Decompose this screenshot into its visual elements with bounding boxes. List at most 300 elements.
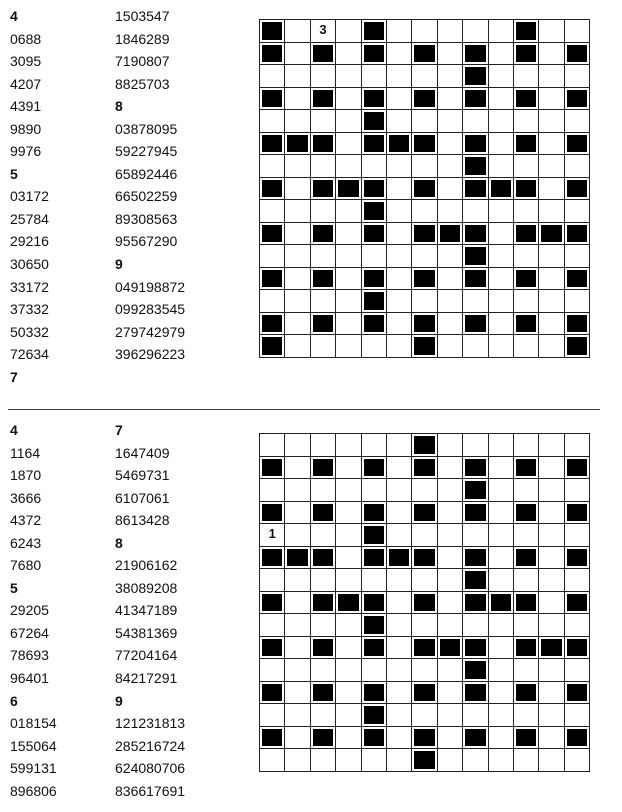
grid-cell[interactable] (438, 268, 463, 291)
black-cell (463, 268, 488, 291)
grid-cell[interactable] (285, 20, 310, 43)
grid-cell[interactable] (412, 290, 437, 313)
clue-entry: 4391 (10, 98, 42, 115)
grid-cell[interactable] (463, 749, 488, 772)
grid-cell[interactable] (362, 479, 387, 502)
grid-cell[interactable] (336, 704, 361, 727)
grid-cell[interactable] (565, 65, 590, 88)
grid-cell[interactable] (285, 682, 310, 705)
crossword-grid (259, 19, 590, 358)
grid-cell[interactable] (387, 313, 412, 336)
black-cell (311, 88, 336, 111)
black-cell (514, 88, 539, 111)
grid-cell[interactable] (463, 20, 488, 43)
grid-cell[interactable] (285, 43, 310, 66)
grid-cell[interactable] (438, 727, 463, 750)
grid-cell[interactable] (438, 704, 463, 727)
grid-cell[interactable] (336, 155, 361, 178)
grid-cell[interactable] (539, 88, 564, 111)
grid-cell[interactable] (539, 20, 564, 43)
grid-cell[interactable] (489, 65, 514, 88)
grid-cell[interactable] (489, 659, 514, 682)
grid-cell[interactable] (362, 335, 387, 358)
grid-cell[interactable] (387, 43, 412, 66)
grid-cell[interactable] (260, 524, 285, 547)
black-cell (260, 268, 285, 291)
grid-cell[interactable] (438, 457, 463, 480)
grid-cell[interactable] (412, 614, 437, 637)
black-cell (565, 682, 590, 705)
grid-cell[interactable] (311, 155, 336, 178)
grid-cell[interactable] (438, 200, 463, 223)
grid-cell[interactable] (489, 290, 514, 313)
grid-cell[interactable] (336, 727, 361, 750)
grid-cell[interactable] (489, 434, 514, 457)
grid-cell[interactable] (514, 290, 539, 313)
grid-cell[interactable] (285, 313, 310, 336)
grid-cell[interactable] (565, 704, 590, 727)
grid-cell[interactable] (285, 727, 310, 750)
grid-cell[interactable] (565, 614, 590, 637)
grid-cell[interactable] (412, 65, 437, 88)
grid-cell[interactable] (489, 457, 514, 480)
grid-cell[interactable] (438, 110, 463, 133)
grid-cell[interactable] (336, 637, 361, 660)
grid-cell[interactable] (489, 704, 514, 727)
grid-cell[interactable] (438, 65, 463, 88)
grid-cell[interactable] (285, 268, 310, 291)
grid-cell[interactable] (463, 200, 488, 223)
grid-cell[interactable] (438, 335, 463, 358)
grid-cell[interactable] (463, 110, 488, 133)
grid-cell[interactable] (336, 479, 361, 502)
clue-entry: 9890 (10, 120, 42, 137)
grid-cell[interactable] (285, 569, 310, 592)
grid-cell[interactable] (336, 88, 361, 111)
grid-cell[interactable] (387, 434, 412, 457)
grid-cell[interactable] (387, 457, 412, 480)
clue-length-heading: 4 (10, 8, 18, 24)
grid-cell[interactable] (260, 704, 285, 727)
grid-cell[interactable] (336, 313, 361, 336)
grid-cell[interactable] (438, 682, 463, 705)
grid-cell[interactable] (565, 155, 590, 178)
grid-cell[interactable] (387, 727, 412, 750)
grid-cell[interactable] (463, 290, 488, 313)
grid-cell[interactable] (336, 223, 361, 246)
grid-cell[interactable] (565, 20, 590, 43)
grid-cell[interactable] (489, 614, 514, 637)
grid-cell[interactable] (565, 659, 590, 682)
grid-cell[interactable] (463, 434, 488, 457)
grid-cell[interactable] (260, 110, 285, 133)
grid-cell[interactable] (539, 569, 564, 592)
grid-cell[interactable] (285, 155, 310, 178)
grid-cell[interactable] (311, 614, 336, 637)
grid-cell[interactable] (489, 88, 514, 111)
grid-cell[interactable] (387, 659, 412, 682)
grid-cell[interactable] (514, 659, 539, 682)
clue-length-heading: 7 (115, 422, 123, 438)
grid-cell[interactable] (489, 524, 514, 547)
black-cell (412, 727, 437, 750)
grid-cell[interactable] (489, 335, 514, 358)
grid-cell[interactable] (336, 110, 361, 133)
grid-cell[interactable] (260, 200, 285, 223)
grid-cell[interactable] (539, 434, 564, 457)
grid-cell[interactable] (285, 223, 310, 246)
black-cell (260, 335, 285, 358)
grid-cell[interactable] (387, 335, 412, 358)
grid-cell[interactable] (387, 524, 412, 547)
grid-cell[interactable] (539, 682, 564, 705)
grid-cell[interactable] (412, 524, 437, 547)
grid-cell[interactable] (285, 178, 310, 201)
black-cell (412, 313, 437, 336)
clue-entry: 1846289 (115, 30, 170, 47)
grid-cell[interactable] (387, 20, 412, 43)
grid-cell[interactable] (285, 245, 310, 268)
grid-cell[interactable] (438, 313, 463, 336)
black-cell (463, 313, 488, 336)
grid-cell[interactable] (539, 43, 564, 66)
grid-cell[interactable] (387, 268, 412, 291)
black-cell (565, 547, 590, 570)
grid-cell[interactable] (285, 614, 310, 637)
grid-cell[interactable] (387, 682, 412, 705)
grid-cell[interactable] (539, 245, 564, 268)
grid-cell[interactable] (336, 290, 361, 313)
grid-cell[interactable] (539, 313, 564, 336)
grid-cell[interactable] (514, 65, 539, 88)
grid-cell[interactable] (438, 20, 463, 43)
grid-cell[interactable] (285, 637, 310, 660)
grid-cell[interactable] (260, 749, 285, 772)
grid-cell[interactable] (336, 502, 361, 525)
grid-cell[interactable] (387, 569, 412, 592)
grid-cell[interactable] (463, 335, 488, 358)
grid-cell[interactable] (336, 547, 361, 570)
grid-cell[interactable] (260, 245, 285, 268)
grid-cell[interactable] (539, 290, 564, 313)
grid-cell[interactable] (438, 88, 463, 111)
grid-cell[interactable] (285, 524, 310, 547)
grid-cell[interactable] (438, 43, 463, 66)
grid-cell[interactable] (336, 335, 361, 358)
grid-cell[interactable] (387, 592, 412, 615)
grid-cell[interactable] (438, 133, 463, 156)
black-cell (362, 268, 387, 291)
grid-cell[interactable] (387, 637, 412, 660)
clue-list-left (10, 419, 57, 802)
grid-cell[interactable] (565, 479, 590, 502)
grid-cell[interactable] (336, 659, 361, 682)
grid-cell[interactable] (438, 569, 463, 592)
grid-cell[interactable] (311, 65, 336, 88)
grid-cell[interactable] (438, 614, 463, 637)
grid-cell[interactable] (489, 268, 514, 291)
grid-cell[interactable] (412, 569, 437, 592)
grid-cell[interactable] (514, 479, 539, 502)
grid-cell[interactable] (336, 133, 361, 156)
black-cell (565, 43, 590, 66)
grid-cell[interactable] (285, 110, 310, 133)
grid-cell[interactable] (565, 290, 590, 313)
clue-entry: 279742979 (115, 323, 186, 340)
grid-cell[interactable] (565, 569, 590, 592)
grid-cell[interactable] (539, 749, 564, 772)
grid-cell[interactable] (565, 110, 590, 133)
clue-entry: 96401 (10, 670, 49, 687)
grid-cell[interactable] (539, 110, 564, 133)
grid-cell[interactable] (412, 704, 437, 727)
grid-cell[interactable] (539, 178, 564, 201)
grid-cell[interactable] (539, 524, 564, 547)
grid-cell[interactable] (387, 223, 412, 246)
grid-cell[interactable] (285, 457, 310, 480)
clue-entry: 72634 (10, 346, 49, 363)
grid-cell[interactable] (285, 88, 310, 111)
grid-cell[interactable] (539, 502, 564, 525)
black-cell (463, 245, 488, 268)
grid-cell[interactable] (285, 749, 310, 772)
grid-cell[interactable] (311, 434, 336, 457)
grid-cell[interactable] (260, 155, 285, 178)
grid-cell[interactable] (489, 727, 514, 750)
grid-cell[interactable] (311, 749, 336, 772)
grid-cell[interactable] (539, 335, 564, 358)
grid-cell[interactable] (539, 457, 564, 480)
grid-cell[interactable] (311, 110, 336, 133)
grid-cell[interactable] (514, 245, 539, 268)
clue-entry: 67264 (10, 624, 49, 641)
grid-cell[interactable] (412, 155, 437, 178)
grid-cell[interactable] (336, 20, 361, 43)
grid-cell[interactable] (311, 704, 336, 727)
grid-cell[interactable] (539, 133, 564, 156)
grid-cell[interactable] (336, 682, 361, 705)
grid-cell[interactable] (260, 614, 285, 637)
grid-cell[interactable] (311, 524, 336, 547)
grid-cell[interactable] (336, 43, 361, 66)
grid-cell[interactable] (438, 434, 463, 457)
grid-cell[interactable] (387, 245, 412, 268)
grid-cell[interactable] (311, 290, 336, 313)
grid-cell[interactable] (285, 335, 310, 358)
grid-cell[interactable] (565, 200, 590, 223)
grid-cell[interactable] (489, 155, 514, 178)
grid-cell[interactable] (489, 200, 514, 223)
grid-cell[interactable] (489, 110, 514, 133)
grid-cell[interactable] (387, 65, 412, 88)
grid-cell[interactable] (438, 245, 463, 268)
grid-cell[interactable] (514, 524, 539, 547)
grid-cell[interactable] (387, 290, 412, 313)
grid-cell[interactable] (387, 178, 412, 201)
black-cell (463, 43, 488, 66)
grid-cell[interactable] (285, 502, 310, 525)
grid-cell[interactable] (387, 502, 412, 525)
grid-cell[interactable] (285, 704, 310, 727)
grid-cell[interactable] (285, 65, 310, 88)
grid-cell[interactable] (489, 502, 514, 525)
grid-cell[interactable] (412, 110, 437, 133)
grid-cell[interactable] (438, 178, 463, 201)
grid-cell[interactable] (336, 524, 361, 547)
grid-cell[interactable] (260, 479, 285, 502)
grid-cell[interactable] (438, 524, 463, 547)
grid-cell[interactable] (412, 20, 437, 43)
grid-cell[interactable] (438, 290, 463, 313)
grid-cell[interactable] (336, 268, 361, 291)
grid-cell[interactable] (565, 749, 590, 772)
grid-cell[interactable] (336, 457, 361, 480)
black-cell (463, 479, 488, 502)
grid-cell[interactable] (514, 434, 539, 457)
grid-cell[interactable] (514, 335, 539, 358)
grid-cell[interactable] (438, 592, 463, 615)
grid-cell[interactable] (514, 200, 539, 223)
grid-cell[interactable] (463, 524, 488, 547)
grid-cell[interactable] (489, 133, 514, 156)
grid-cell[interactable] (336, 749, 361, 772)
grid-cell[interactable] (387, 155, 412, 178)
grid-cell[interactable] (489, 637, 514, 660)
grid-cell[interactable] (438, 547, 463, 570)
black-cell (463, 223, 488, 246)
grid-cell[interactable] (539, 592, 564, 615)
grid-cell[interactable] (311, 20, 336, 43)
grid-cell[interactable] (489, 313, 514, 336)
grid-cell[interactable] (565, 524, 590, 547)
grid-cell[interactable] (565, 434, 590, 457)
grid-cell[interactable] (260, 434, 285, 457)
grid-cell[interactable] (539, 155, 564, 178)
black-cell (260, 592, 285, 615)
grid-cell[interactable] (311, 200, 336, 223)
grid-cell[interactable] (336, 614, 361, 637)
grid-cell[interactable] (489, 43, 514, 66)
grid-cell[interactable] (387, 110, 412, 133)
grid-cell[interactable] (489, 245, 514, 268)
grid-cell[interactable] (336, 65, 361, 88)
grid-cell[interactable] (285, 434, 310, 457)
grid-cell[interactable] (514, 749, 539, 772)
grid-cell[interactable] (565, 245, 590, 268)
grid-cell[interactable] (539, 268, 564, 291)
grid-cell[interactable] (362, 434, 387, 457)
grid-cell[interactable] (514, 155, 539, 178)
black-cell (565, 313, 590, 336)
grid-cell[interactable] (387, 88, 412, 111)
clue-length-heading: 4 (10, 422, 18, 438)
grid-cell[interactable] (539, 659, 564, 682)
grid-cell[interactable] (362, 569, 387, 592)
grid-cell[interactable] (387, 704, 412, 727)
grid-cell[interactable] (514, 704, 539, 727)
grid-cell[interactable] (539, 704, 564, 727)
clue-list-right (115, 419, 185, 802)
grid-cell[interactable] (311, 569, 336, 592)
grid-cell[interactable] (438, 749, 463, 772)
black-cell (412, 223, 437, 246)
clue-entry: 41347189 (115, 602, 178, 619)
grid-cell[interactable] (489, 749, 514, 772)
grid-cell[interactable] (489, 479, 514, 502)
black-cell (362, 178, 387, 201)
grid-cell[interactable] (489, 20, 514, 43)
black-cell (260, 223, 285, 246)
grid-cell[interactable] (539, 614, 564, 637)
grid-cell[interactable] (438, 155, 463, 178)
grid-cell[interactable] (311, 659, 336, 682)
grid-cell[interactable] (387, 614, 412, 637)
grid-cell[interactable] (489, 569, 514, 592)
black-cell (260, 727, 285, 750)
grid-cell[interactable] (285, 592, 310, 615)
grid-cell[interactable] (362, 659, 387, 682)
grid-cell[interactable] (311, 335, 336, 358)
grid-cell[interactable] (311, 479, 336, 502)
grid-cell[interactable] (362, 65, 387, 88)
grid-cell[interactable] (362, 245, 387, 268)
grid-cell[interactable] (387, 200, 412, 223)
grid-cell[interactable] (463, 704, 488, 727)
grid-cell[interactable] (412, 245, 437, 268)
clue-entry: 29205 (10, 602, 49, 619)
grid-cell[interactable] (412, 659, 437, 682)
grid-cell[interactable] (336, 245, 361, 268)
grid-cell[interactable] (438, 479, 463, 502)
grid-cell[interactable] (489, 223, 514, 246)
grid-cell[interactable] (362, 155, 387, 178)
grid-cell[interactable] (489, 547, 514, 570)
grid-cell[interactable] (489, 682, 514, 705)
grid-cell[interactable] (539, 65, 564, 88)
grid-cell[interactable] (260, 65, 285, 88)
grid-cell[interactable] (412, 479, 437, 502)
grid-cell[interactable] (539, 547, 564, 570)
grid-cell[interactable] (463, 614, 488, 637)
grid-cell[interactable] (336, 200, 361, 223)
grid-cell[interactable] (285, 290, 310, 313)
grid-cell[interactable] (387, 749, 412, 772)
black-cell (311, 682, 336, 705)
grid-cell[interactable] (438, 502, 463, 525)
grid-cell[interactable] (285, 479, 310, 502)
grid-cell[interactable] (260, 569, 285, 592)
grid-cell[interactable] (539, 200, 564, 223)
grid-cell[interactable] (260, 659, 285, 682)
black-cell (362, 704, 387, 727)
black-cell (412, 749, 437, 772)
grid-cell[interactable] (336, 434, 361, 457)
grid-cell[interactable] (336, 569, 361, 592)
grid-cell[interactable] (514, 110, 539, 133)
grid-cell[interactable] (362, 749, 387, 772)
grid-cell[interactable] (311, 245, 336, 268)
grid-cell[interactable] (412, 200, 437, 223)
grid-cell[interactable] (285, 659, 310, 682)
grid-cell[interactable] (514, 614, 539, 637)
grid-cell[interactable] (539, 479, 564, 502)
grid-cell[interactable] (260, 290, 285, 313)
grid-cell[interactable] (387, 479, 412, 502)
grid-cell[interactable] (514, 569, 539, 592)
grid-cell[interactable] (438, 659, 463, 682)
grid-cell[interactable] (285, 200, 310, 223)
grid-cell[interactable] (539, 727, 564, 750)
